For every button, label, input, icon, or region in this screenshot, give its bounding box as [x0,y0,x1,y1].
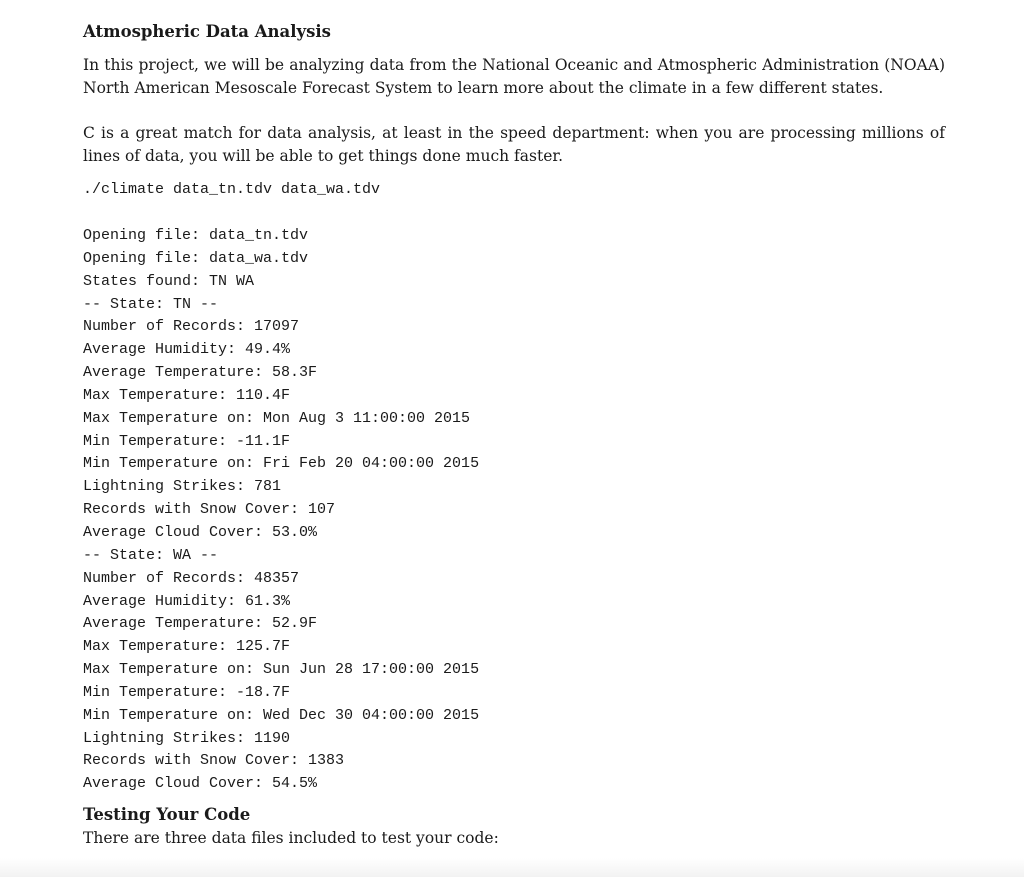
c-language-paragraph: C is a great match for data analysis, at least in the speed department: when you are processing millions of lines of data, you will be able to get things done much faster. [83,124,945,165]
output-line: Lightning Strikes: 781 [83,478,282,496]
output-line: Max Temperature: 110.4F [83,386,291,404]
output-line: Records with Snow Cover: 107 [83,501,336,519]
output-line: Min Temperature on: Fri Feb 20 04:00:00 2015 [83,455,480,473]
output-line: Max Temperature on: Mon Aug 3 11:00:00 2015 [83,409,471,427]
output-line: Average Humidity: 49.4% [83,341,291,359]
output-line: Opening file: data_tn.tdv [83,227,309,244]
output-line: Max Temperature on: Sun Jun 28 17:00:00 2015 [83,661,480,679]
output-line: Average Cloud Cover: 54.5% [83,775,318,793]
output-line: Opening file: data_wa.tdv [83,249,309,267]
testing-paragraph: There are three data files included to test your code: [83,829,499,847]
output-line: Number of Records: 17097 [83,318,300,336]
output-line: Max Temperature: 125.7F [83,638,291,656]
output-line: Average Temperature: 58.3F [83,364,318,382]
output-line: Records with Snow Cover: 1383 [83,752,345,770]
output-line: Average Cloud Cover: 53.0% [83,523,318,541]
output-line: Min Temperature: -11.1F [83,432,291,450]
output-line: Number of Records: 48357 [83,569,300,587]
page-bottom-fade [0,858,1024,877]
output-line: Average Humidity: 61.3% [83,592,291,610]
output-line: Lightning Strikes: 1190 [83,729,291,747]
output-line: Min Temperature on: Wed Dec 30 04:00:00 2015 [83,706,480,724]
output-line: States found: TN WA [83,272,255,290]
section-title: Atmospheric Data Analysis [83,22,331,41]
testing-heading: Testing Your Code [83,805,251,824]
output-line: Average Temperature: 52.9F [83,615,318,633]
output-line: Min Temperature: -18.7F [83,683,291,701]
output-line: -- State: TN -- [83,295,219,313]
program-output [83,225,479,796]
output-line: -- State: WA -- [83,546,219,564]
command-line: ./climate data_tn.tdv data_wa.tdv [83,181,381,198]
intro-paragraph: In this project, we will be analyzing data from the National Oceanic and Atmospheric Administration (NOAA) North American Mesoscale Forecast System to learn more about the climate in a few different states. [83,56,945,97]
